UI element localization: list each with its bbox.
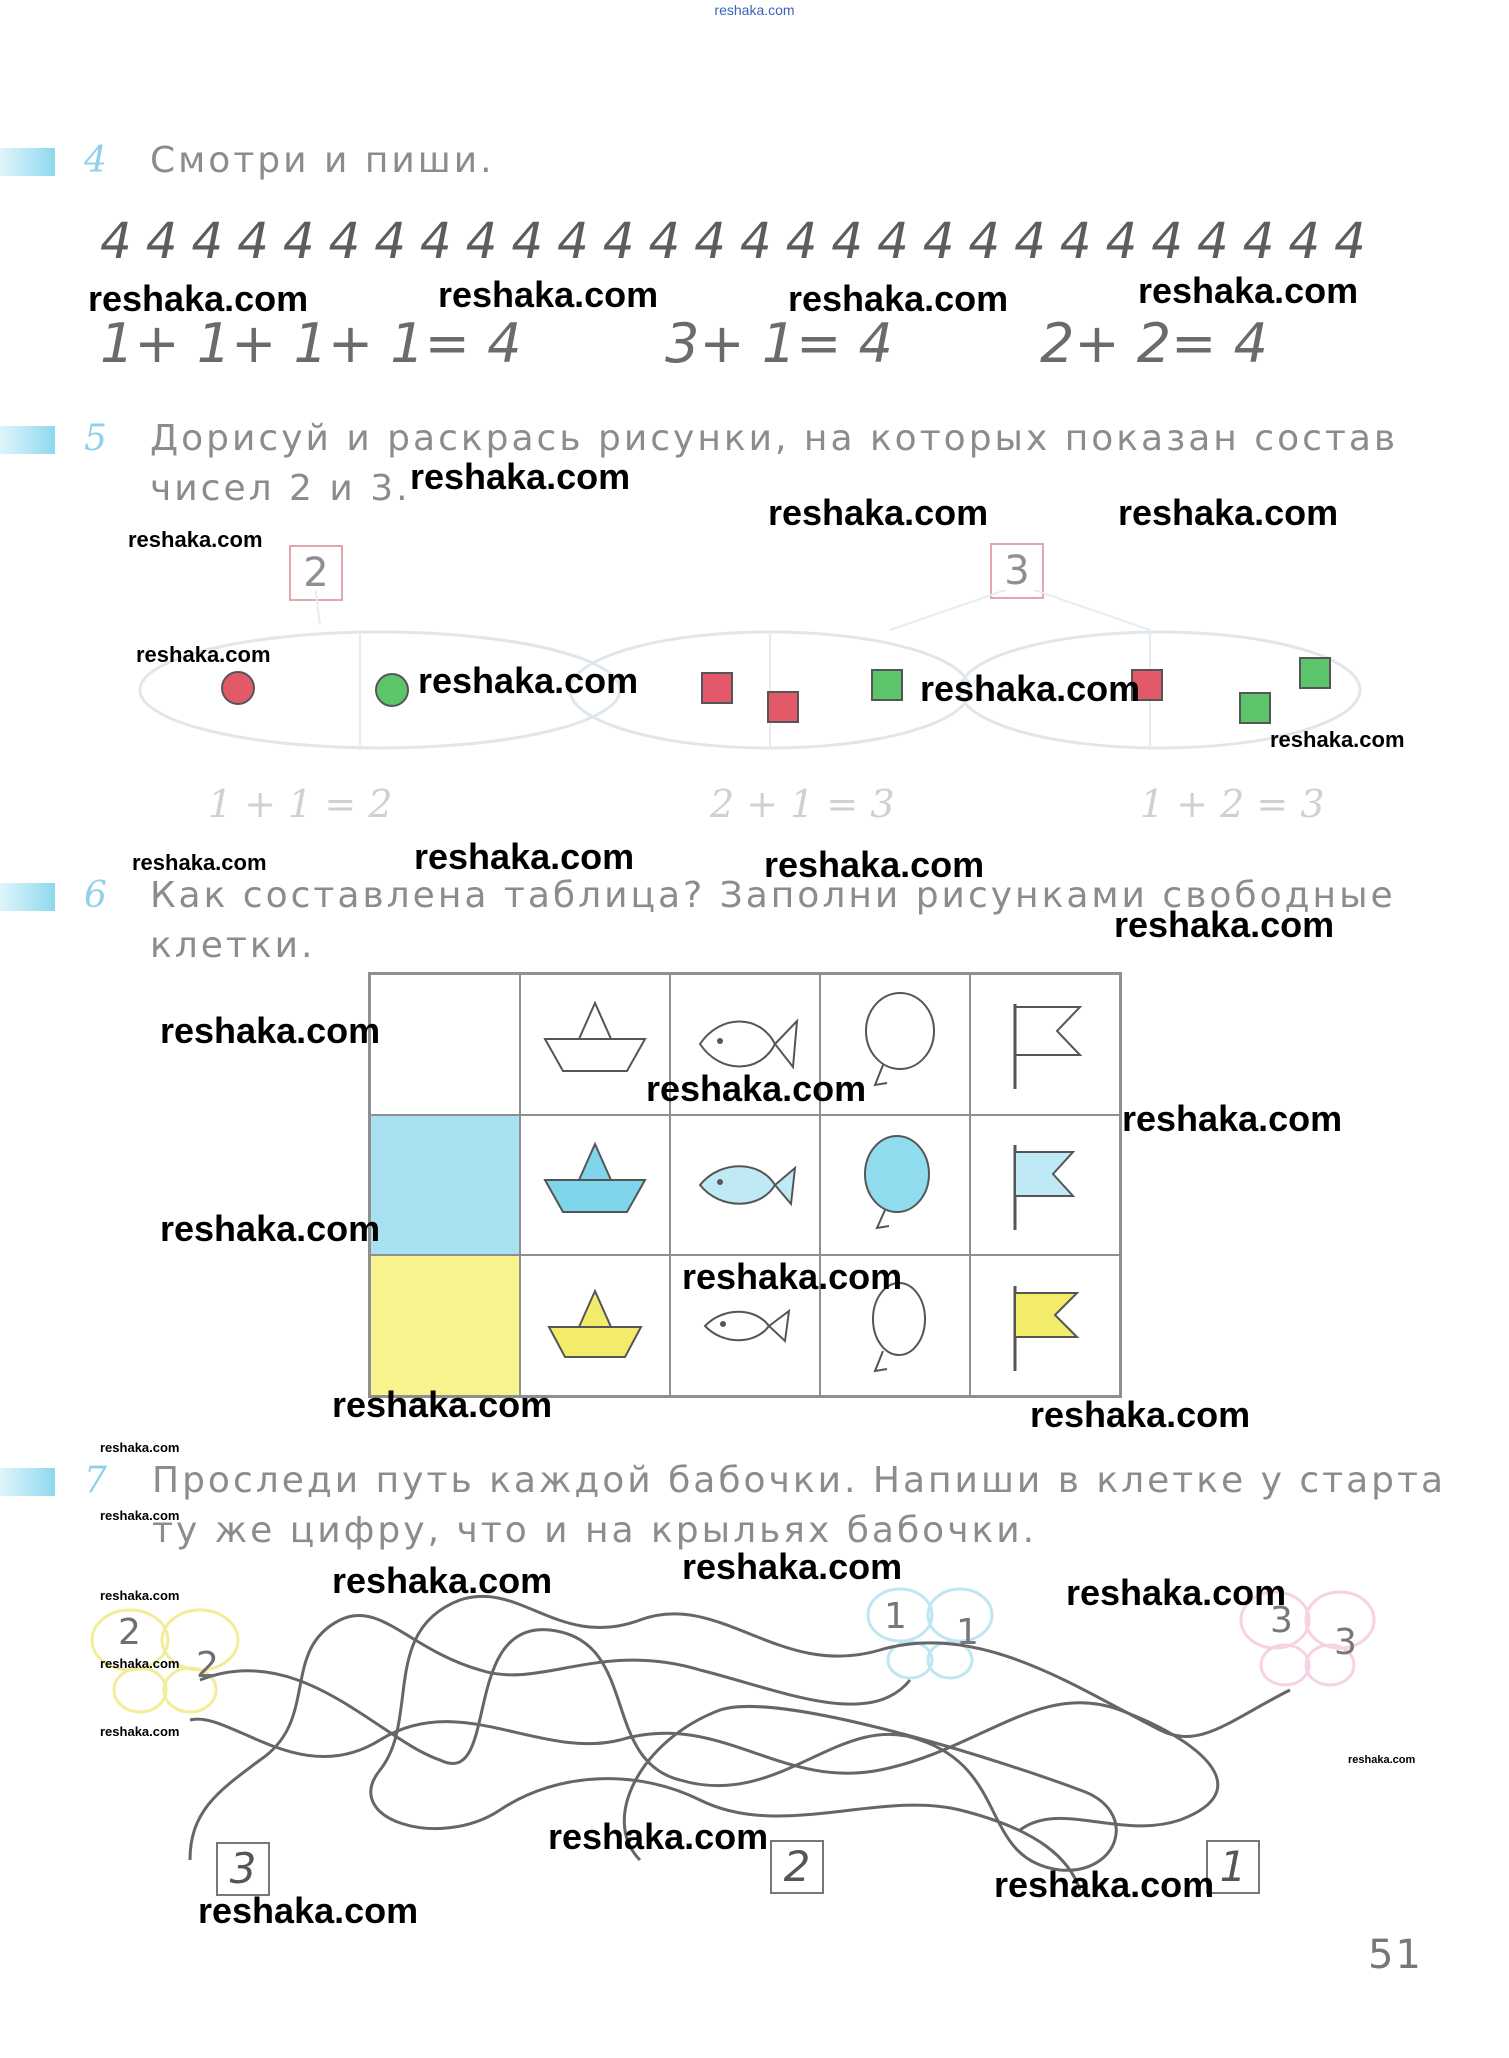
- start-box-2[interactable]: 2: [770, 1840, 824, 1894]
- table-cell: [970, 974, 1120, 1115]
- start-box-1[interactable]: 3: [216, 1842, 270, 1896]
- number-box-2: 2: [289, 545, 343, 601]
- faint-equation-1: 1 + 1 = 2: [208, 782, 393, 826]
- start-box-3[interactable]: 1: [1206, 1840, 1260, 1894]
- task6-line2: клетки.: [150, 925, 316, 966]
- watermark: reshaka.com: [682, 1256, 903, 1297]
- task-marker: [0, 148, 55, 176]
- watermark: reshaka.com: [414, 836, 635, 877]
- butterfly-number-mid: 1: [884, 1596, 907, 1637]
- task4-text: Смотри и пиши.: [150, 140, 495, 181]
- task7-line1: Проследи путь каждой бабочки. Напиши в клетке у старта: [152, 1460, 1447, 1501]
- watermark: reshaka.com: [100, 1508, 180, 1523]
- table-cell: [820, 1115, 970, 1256]
- watermark: reshaka.com: [198, 1890, 419, 1931]
- task5-line2: чисел 2 и 3.: [150, 468, 411, 509]
- watermark: reshaka.com: [410, 456, 631, 497]
- watermark: reshaka.com: [160, 1208, 381, 1249]
- watermark: reshaka.com: [100, 1440, 180, 1455]
- page-number: 51: [1368, 1932, 1423, 1978]
- table-cell: [520, 1115, 670, 1256]
- watermark: reshaka.com: [1030, 1394, 1251, 1435]
- watermark: reshaka.com: [100, 1724, 180, 1739]
- blue-flag-icon: [985, 1130, 1105, 1240]
- watermark: reshaka.com: [438, 274, 659, 315]
- table-cell-empty[interactable]: [370, 974, 520, 1115]
- task-number: 5: [84, 418, 107, 459]
- watermark: reshaka.com: [1122, 1098, 1343, 1139]
- butterfly-written-right: 3: [1334, 1622, 1357, 1663]
- butterfly-written-left: 2: [196, 1645, 219, 1686]
- watermark: reshaka.com: [332, 1384, 553, 1425]
- equation-3: 2+ 2= 4: [1040, 312, 1268, 375]
- composition-ovals: [130, 590, 1390, 790]
- watermark: reshaka.com: [646, 1068, 867, 1109]
- task-marker: [0, 1468, 55, 1496]
- number-box-3: 3: [990, 543, 1044, 599]
- watermark: reshaka.com: [994, 1864, 1215, 1905]
- watermark: reshaka.com: [136, 642, 271, 667]
- watermark: reshaka.com: [1114, 904, 1335, 945]
- watermark: reshaka.com: [1348, 1754, 1416, 1766]
- watermark: reshaka.com: [682, 1546, 903, 1587]
- task-marker: [0, 883, 55, 911]
- watermark: reshaka.com: [1066, 1572, 1287, 1613]
- table-cell: [520, 1255, 670, 1396]
- watermark: reshaka.com: [1118, 492, 1339, 533]
- task6-line1: Как составлена таблица? Заполни рисунками свободные: [150, 875, 1396, 916]
- top-site-mark[interactable]: reshaka.com: [714, 2, 795, 18]
- watermark: reshaka.com: [418, 660, 639, 701]
- faint-equation-2: 2 + 1 = 3: [710, 782, 895, 826]
- watermark: reshaka.com: [548, 1816, 769, 1857]
- butterfly-number-right: 3: [1270, 1600, 1293, 1641]
- task-number: 7: [84, 1460, 107, 1501]
- watermark: reshaka.com: [768, 492, 989, 533]
- equation-2: 3+ 1= 4: [665, 312, 893, 375]
- watermark: reshaka.com: [100, 1656, 180, 1671]
- watermark: reshaka.com: [88, 278, 309, 319]
- watermark: reshaka.com: [920, 668, 1141, 709]
- picture-table: [368, 972, 1122, 1398]
- watermark: reshaka.com: [132, 850, 267, 875]
- watermark: reshaka.com: [1270, 727, 1405, 752]
- table-cell: [970, 1255, 1120, 1396]
- task5-line1: Дорисуй и раскрась рисунки, на которых показан состав: [150, 418, 1399, 459]
- watermark: reshaka.com: [332, 1560, 553, 1601]
- table-cell-yellow: [370, 1255, 520, 1396]
- boat-icon: [535, 989, 655, 1099]
- equation-1: 1+ 1+ 1+ 1= 4: [100, 312, 522, 375]
- digit-row: 4 4 4 4 4 4 4 4 4 4 4 4 4 4 4 4 4 4 4 4 4 4 4 4 4 4 4 4: [100, 212, 1365, 270]
- blue-boat-icon: [535, 1130, 655, 1240]
- task-number: 6: [84, 875, 107, 916]
- watermark: reshaka.com: [1138, 270, 1359, 311]
- table-cell: [670, 1115, 820, 1256]
- task7-line2: ту же цифру, что и на крыльях бабочки.: [152, 1510, 1038, 1551]
- watermark: reshaka.com: [100, 1588, 180, 1603]
- yellow-boat-icon: [535, 1271, 655, 1381]
- watermark: reshaka.com: [764, 844, 985, 885]
- watermark: reshaka.com: [160, 1010, 381, 1051]
- butterfly-number-left: 2: [118, 1612, 141, 1653]
- table-cell: [970, 1115, 1120, 1256]
- blue-balloon-icon: [835, 1130, 955, 1240]
- task-number: 4: [84, 140, 107, 181]
- blue-fish-icon: [685, 1130, 805, 1240]
- watermark: reshaka.com: [788, 278, 1009, 319]
- faint-equation-3: 1 + 2 = 3: [1140, 782, 1325, 826]
- table-cell-blue: [370, 1115, 520, 1256]
- flag-icon: [985, 989, 1105, 1099]
- yellow-flag-icon: [985, 1271, 1105, 1381]
- watermark: reshaka.com: [128, 527, 263, 552]
- butterfly-written-mid: 1: [956, 1612, 979, 1653]
- task-marker: [0, 426, 55, 454]
